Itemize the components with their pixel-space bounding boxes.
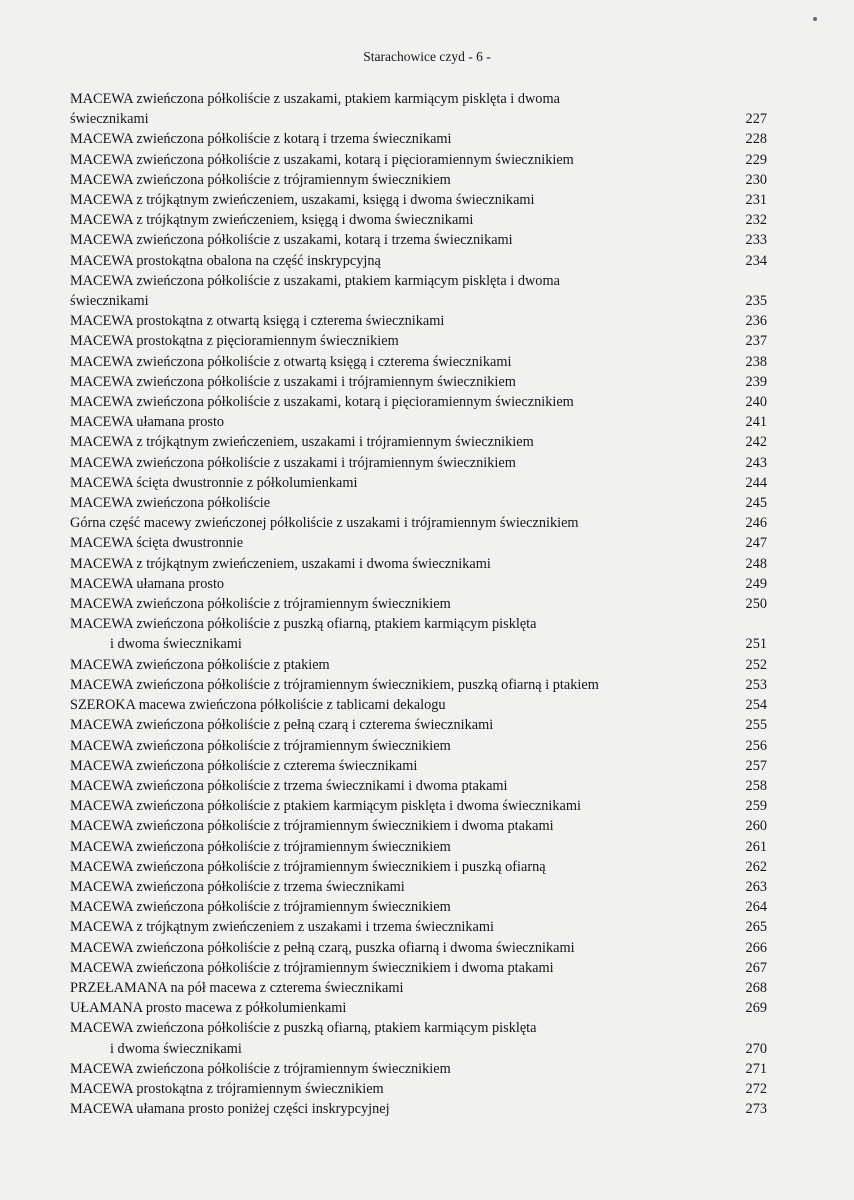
- entry-description-line: MACEWA z trójkątnym zwieńczeniem z uszakami i trzema świecznikami: [70, 919, 494, 936]
- entry-description-line: MACEWA ułamana prosto: [70, 414, 225, 431]
- entry-description-line: MACEWA prostokątna z trójramiennym świecznikiem: [70, 1080, 384, 1097]
- catalog-entry: [70, 614, 767, 654]
- entry-description: [70, 513, 767, 533]
- catalog-entry: [70, 675, 767, 695]
- entry-description-line: MACEWA zwieńczona półkoliście z kotarą i trzema świecznikami: [70, 131, 452, 148]
- entry-number: 237: [745, 333, 767, 350]
- entry-number: 229: [745, 151, 767, 168]
- entry-number: 243: [745, 454, 767, 471]
- page-header: Starachowice czyd - 6 -: [363, 49, 491, 64]
- entry-description: [70, 776, 767, 796]
- entry-description: [70, 837, 767, 857]
- entry-description-line: MACEWA z trójkątnym zwieńczeniem, uszakami, księgą i dwoma świecznikami: [70, 192, 535, 209]
- entry-description-line: Górna część macewy zwieńczonej półkoliście z uszakami i trójramiennym świecznikiem: [70, 515, 579, 532]
- entry-number: 269: [745, 1000, 767, 1017]
- entry-description-line: MACEWA zwieńczona półkoliście z trójramiennym świecznikiem i dwoma ptakami: [70, 959, 554, 976]
- entry-description-line: MACEWA zwieńczona półkoliście z trójramiennym świecznikiem, puszką ofiarną i ptakiem: [70, 676, 599, 693]
- entry-number: 260: [745, 818, 767, 835]
- catalog-entry: [70, 816, 767, 836]
- entry-number: 236: [745, 313, 767, 330]
- entry-number: 271: [745, 1060, 767, 1077]
- catalog-entry: [70, 1079, 767, 1099]
- entry-description: [70, 1099, 767, 1119]
- entry-description-line: MACEWA prostokątna obalona na część inskrypcyjną: [70, 252, 381, 269]
- entry-description-line: MACEWA zwieńczona półkoliście z trzema świecznikami i dwoma ptakami: [70, 777, 508, 794]
- entry-number: 245: [745, 495, 767, 512]
- entry-description: [70, 311, 767, 331]
- entry-description: [70, 655, 767, 675]
- entry-description-line: MACEWA zwieńczona półkoliście z trójramiennym świecznikiem: [70, 899, 451, 916]
- entry-description: [70, 897, 767, 917]
- entry-description: [70, 796, 767, 816]
- entry-description-line: MACEWA zwieńczona półkoliście z ptakiem: [70, 656, 330, 673]
- catalog-entry: [70, 473, 767, 493]
- entry-number: 273: [745, 1101, 767, 1118]
- catalog-entry: [70, 412, 767, 432]
- entry-number: 234: [745, 252, 767, 269]
- entry-description-line: SZEROKA macewa zwieńczona półkoliście z tablicami dekalogu: [70, 697, 446, 714]
- entry-description: [70, 251, 767, 271]
- entry-description: [70, 715, 767, 735]
- catalog-entry: [70, 554, 767, 574]
- entry-number: 262: [745, 858, 767, 875]
- entry-description: [70, 938, 767, 958]
- entry-number: 250: [745, 596, 767, 613]
- entry-description-line: MACEWA zwieńczona półkoliście z uszakami, ptakiem karmiącym pisklęta i dwoma: [70, 91, 560, 107]
- entry-number: 255: [745, 717, 767, 734]
- entry-description-line: PRZEŁAMANA na pół macewa z czterema świecznikami: [70, 979, 404, 996]
- entry-number: 233: [745, 232, 767, 249]
- entry-number: 235: [745, 293, 767, 310]
- catalog-entry: [70, 271, 767, 311]
- entry-description: [70, 958, 767, 978]
- catalog-entry: [70, 331, 767, 351]
- catalog-entry: [70, 978, 767, 998]
- catalog-entry: [70, 736, 767, 756]
- entry-description: [70, 877, 767, 897]
- entry-description: [70, 533, 767, 553]
- entry-description-line: MACEWA zwieńczona półkoliście z trójramiennym świecznikiem: [70, 838, 451, 855]
- entry-description: [70, 675, 767, 695]
- entry-description: [70, 271, 767, 311]
- entry-description: [70, 917, 767, 937]
- entry-description: [70, 816, 767, 836]
- entry-number: 257: [745, 757, 767, 774]
- entry-number: 268: [745, 979, 767, 996]
- entry-description-line: MACEWA zwieńczona półkoliście z trzema świecznikami: [70, 878, 405, 895]
- entry-description: [70, 432, 767, 452]
- entry-description-line: MACEWA zwieńczona półkoliście: [70, 495, 271, 512]
- entry-description-line: MACEWA prostokątna z otwartą księgą i czterema świecznikami: [70, 313, 445, 330]
- catalog-entry: [70, 89, 767, 129]
- entry-description: [70, 998, 767, 1018]
- entry-number: 248: [745, 555, 767, 572]
- entry-number: 228: [745, 131, 767, 148]
- entry-description: [70, 331, 767, 351]
- catalog-entry: [70, 372, 767, 392]
- entry-number: 261: [745, 838, 767, 855]
- entry-description-line: MACEWA zwieńczona półkoliście z puszką ofiarną, ptakiem karmiącym pisklęta: [70, 616, 537, 633]
- entry-number: 239: [745, 373, 767, 390]
- catalog-entry: [70, 493, 767, 513]
- entry-description-line: MACEWA zwieńczona półkoliście z uszakami, kotarą i trzema świecznikami: [70, 232, 513, 249]
- catalog-entry: [70, 917, 767, 937]
- entry-description-continuation: i dwoma świecznikami: [110, 1040, 242, 1057]
- entry-description: [70, 230, 767, 250]
- entry-description-line: UŁAMANA prosto macewa z półkolumienkami: [70, 1000, 347, 1017]
- entry-number: 251: [745, 636, 767, 653]
- catalog-entry: [70, 958, 767, 978]
- entry-description: [70, 574, 767, 594]
- entry-number: 253: [745, 676, 767, 693]
- entry-number: 227: [745, 111, 767, 128]
- entry-description-continuation: świecznikami: [70, 111, 149, 128]
- entry-description: [70, 190, 767, 210]
- entry-description: [70, 150, 767, 170]
- entry-number: 254: [745, 697, 767, 714]
- entry-description-line: MACEWA zwieńczona półkoliście z trójramiennym świecznikiem i dwoma ptakami: [70, 818, 554, 835]
- catalog-entry: [70, 857, 767, 877]
- entry-description-line: MACEWA prostokątna z pięcioramiennym świecznikiem: [70, 333, 399, 350]
- entry-description: [70, 352, 767, 372]
- catalog-entry: [70, 432, 767, 452]
- entry-number: 265: [745, 919, 767, 936]
- catalog-entry: [70, 715, 767, 735]
- entry-description-line: MACEWA zwieńczona półkoliście z ptakiem karmiącym pisklęta i dwoma świecznikami: [70, 798, 581, 815]
- entry-description-line: MACEWA zwieńczona półkoliście z otwartą księgą i czterema świecznikami: [70, 353, 512, 370]
- entry-number: 266: [745, 939, 767, 956]
- entry-number: 242: [745, 434, 767, 451]
- entry-description-line: MACEWA ścięta dwustronnie: [70, 535, 244, 552]
- catalog-entry: [70, 392, 767, 412]
- entry-description-line: MACEWA zwieńczona półkoliście z trójramiennym świecznikiem: [70, 171, 451, 188]
- entry-description-line: MACEWA zwieńczona półkoliście z trójramiennym świecznikiem: [70, 1060, 451, 1077]
- entry-description-continuation: i dwoma świecznikami: [110, 636, 242, 653]
- entry-number: 232: [745, 212, 767, 229]
- entry-number: 231: [745, 192, 767, 209]
- catalog-entry: [70, 756, 767, 776]
- entry-number: 240: [745, 394, 767, 411]
- entry-description: [70, 594, 767, 614]
- catalog-entry: [70, 837, 767, 857]
- entry-description-line: MACEWA zwieńczona półkoliście z uszakami i trójramiennym świecznikiem: [70, 373, 516, 390]
- entry-description-line: MACEWA zwieńczona półkoliście z uszakami i trójramiennym świecznikiem: [70, 454, 516, 471]
- entry-description: [70, 493, 767, 513]
- entry-description-line: MACEWA zwieńczona półkoliście z trójramiennym świecznikiem: [70, 737, 451, 754]
- entry-description-line: MACEWA zwieńczona półkoliście z uszakami, kotarą i pięcioramiennym świecznikiem: [70, 151, 574, 168]
- entry-number: 256: [745, 737, 767, 754]
- catalog-entry: [70, 938, 767, 958]
- entry-description: [70, 129, 767, 149]
- entry-description: [70, 210, 767, 230]
- catalog-entry: [70, 776, 767, 796]
- entry-description-line: MACEWA zwieńczona półkoliście z puszką ofiarną, ptakiem karmiącym pisklęta: [70, 1020, 537, 1037]
- entry-description: [70, 1018, 767, 1058]
- entry-description: [70, 89, 767, 129]
- entry-description-line: MACEWA zwieńczona półkoliście z pełną czarą i czterema świecznikami: [70, 717, 494, 734]
- entry-number: 247: [745, 535, 767, 552]
- catalog-entry: [70, 513, 767, 533]
- entry-number: 252: [745, 656, 767, 673]
- entry-description: [70, 473, 767, 493]
- catalog-entry: [70, 1059, 767, 1079]
- entry-description-line: MACEWA z trójkątnym zwieńczeniem, księgą i dwoma świecznikami: [70, 212, 474, 229]
- scan-speck: [813, 17, 817, 21]
- entry-number: 270: [745, 1040, 767, 1057]
- entry-number: 259: [745, 798, 767, 815]
- catalog-entry: [70, 230, 767, 250]
- catalog-entry: [70, 695, 767, 715]
- entry-number: 238: [745, 353, 767, 370]
- entry-description-line: MACEWA ułamana prosto poniżej części inskrypcyjnej: [70, 1101, 390, 1118]
- entry-number: 244: [745, 474, 767, 491]
- catalog-entry-list: [70, 89, 767, 1119]
- catalog-entry: [70, 877, 767, 897]
- entry-description: [70, 1079, 767, 1099]
- entry-description: [70, 453, 767, 473]
- entry-description-line: MACEWA z trójkątnym zwieńczeniem, uszakami i trójramiennym świecznikiem: [70, 434, 534, 451]
- entry-description-line: MACEWA zwieńczona półkoliście z trójramiennym świecznikiem: [70, 596, 451, 613]
- entry-description: [70, 392, 767, 412]
- entry-number: 263: [745, 878, 767, 895]
- catalog-entry: [70, 170, 767, 190]
- entry-description: [70, 978, 767, 998]
- entry-description-line: MACEWA z trójkątnym zwieńczeniem, uszakami i dwoma świecznikami: [70, 555, 491, 572]
- entry-description-line: MACEWA ścięta dwustronnie z półkolumienkami: [70, 474, 358, 491]
- catalog-entry: [70, 1099, 767, 1119]
- entry-number: 246: [745, 515, 767, 532]
- entry-description: [70, 412, 767, 432]
- catalog-entry: [70, 311, 767, 331]
- catalog-entry: [70, 655, 767, 675]
- entry-description: [70, 372, 767, 392]
- catalog-entry: [70, 1018, 767, 1058]
- entry-description-line: MACEWA zwieńczona półkoliście z trójramiennym świecznikiem i puszką ofiarną: [70, 858, 546, 875]
- catalog-entry: [70, 998, 767, 1018]
- catalog-entry: [70, 533, 767, 553]
- entry-number: 230: [745, 171, 767, 188]
- entry-description-continuation: świecznikami: [70, 293, 149, 310]
- entry-description: [70, 756, 767, 776]
- catalog-entry: [70, 796, 767, 816]
- entry-description-line: MACEWA zwieńczona półkoliście z uszakami, kotarą i pięcioramiennym świecznikiem: [70, 394, 574, 411]
- catalog-entry: [70, 897, 767, 917]
- catalog-entry: [70, 251, 767, 271]
- catalog-entry: [70, 190, 767, 210]
- catalog-entry: [70, 453, 767, 473]
- entry-description-line: MACEWA zwieńczona półkoliście z uszakami, ptakiem karmiącym pisklęta i dwoma: [70, 272, 560, 289]
- entry-number: 272: [745, 1080, 767, 1097]
- entry-number: 241: [745, 414, 767, 431]
- entry-description-line: MACEWA zwieńczona półkoliście z czterema świecznikami: [70, 757, 418, 774]
- catalog-entry: [70, 210, 767, 230]
- entry-number: 258: [745, 777, 767, 794]
- catalog-entry: [70, 574, 767, 594]
- catalog-entry: [70, 594, 767, 614]
- entry-description: [70, 1059, 767, 1079]
- entry-number: 267: [745, 959, 767, 976]
- entry-description-line: MACEWA zwieńczona półkoliście z pełną czarą, puszka ofiarną i dwoma świecznikami: [70, 939, 575, 956]
- entry-description: [70, 695, 767, 715]
- catalog-entry: [70, 352, 767, 372]
- catalog-entry: [70, 129, 767, 149]
- entry-number: 264: [745, 899, 767, 916]
- entry-number: 249: [745, 575, 767, 592]
- entry-description: [70, 170, 767, 190]
- entry-description: [70, 614, 767, 654]
- entry-description: [70, 857, 767, 877]
- entry-description-line: MACEWA ułamana prosto: [70, 575, 225, 592]
- entry-description: [70, 736, 767, 756]
- entry-description: [70, 554, 767, 574]
- catalog-entry: [70, 150, 767, 170]
